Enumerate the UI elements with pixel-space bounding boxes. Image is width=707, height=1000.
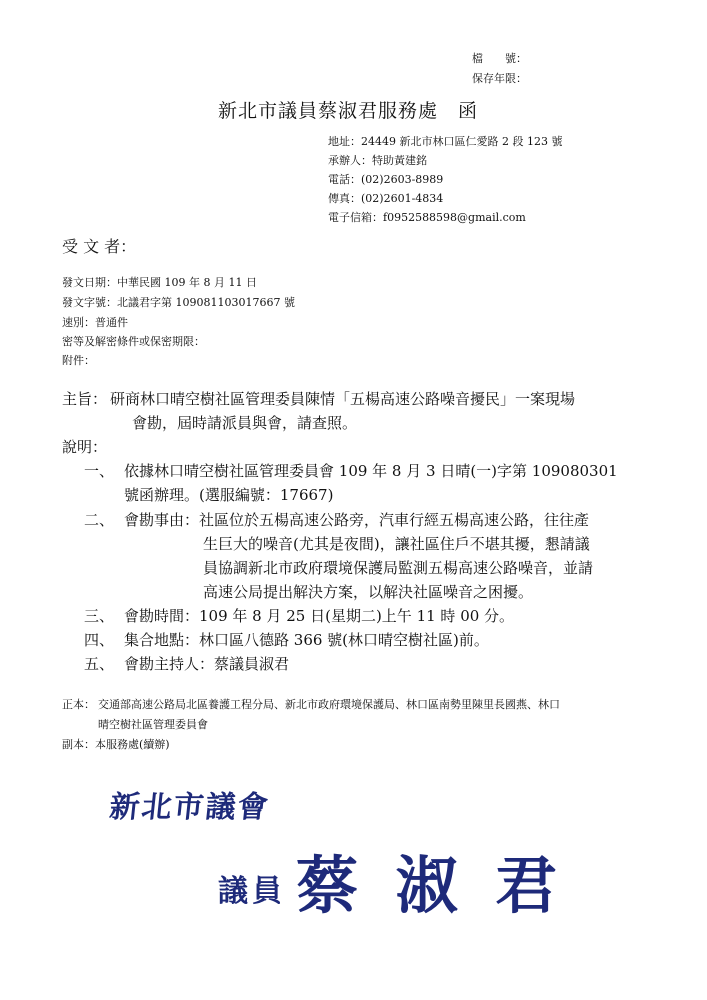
recipient-label: 受 文 者： bbox=[62, 237, 137, 256]
councilor-name-signature: 蔡 淑 君 bbox=[296, 849, 566, 922]
contact-phone: 電話：(02)2603-8989 bbox=[328, 173, 444, 186]
page-title: 新北市議員蔡淑君服務處 函 bbox=[218, 100, 479, 122]
contact-fax: 傳真：(02)2601-4834 bbox=[328, 192, 444, 205]
item-number: 五、 bbox=[84, 655, 115, 673]
attachment: 附件： bbox=[62, 354, 95, 367]
item-2-line-4: 高速公局提出解決方案，以解決社區噪音之困擾。 bbox=[203, 583, 534, 601]
file-number-label: 檔 號： bbox=[472, 52, 527, 65]
subject-label: 主旨： bbox=[62, 390, 108, 408]
secrecy-level: 密等及解密條件或保密期限： bbox=[62, 335, 205, 348]
issue-date: 發文日期：中華民國 109 年 8 月 11 日 bbox=[62, 276, 257, 289]
item-2-line-2: 生巨大的噪音(尤其是夜間)，讓社區住戶不堪其擾，懇請議 bbox=[203, 535, 590, 553]
item-number: 四、 bbox=[84, 631, 115, 649]
carbon-copy: 副本：本服務處(續辦) bbox=[62, 738, 170, 751]
contact-email: 電子信箱：f0952588598@gmail.com bbox=[328, 211, 526, 224]
item-1-line-1: 依據林口晴空樹社區管理委員會 109 年 8 月 3 日晴(一)字第 109080301 bbox=[124, 462, 618, 480]
item-2-line-3: 員協調新北市政府環境保護局監測五楊高速公路噪音，並請 bbox=[203, 559, 594, 577]
item-1-line-2: 號函辦理。(選服編號：17667) bbox=[124, 486, 334, 504]
document-number: 發文字號：北議君字第 109081103017667 號 bbox=[62, 296, 295, 309]
item-5-line-1: 會勘主持人：蔡議員淑君 bbox=[124, 655, 290, 673]
council-stamp-text: 新北市議會 bbox=[107, 790, 272, 825]
main-copy-line-2: 晴空樹社區管理委員會 bbox=[98, 718, 208, 731]
main-copy-label: 正本： bbox=[62, 698, 95, 711]
subject-line-2: 會勘，屆時請派員與會，請查照。 bbox=[132, 414, 358, 432]
item-4-line-1: 集合地點：林口區八德路 366 號(林口晴空樹社區)前。 bbox=[124, 631, 489, 649]
item-number: 三、 bbox=[84, 607, 115, 625]
contact-address: 地址：24449 新北市林口區仁愛路 2 段 123 號 bbox=[328, 135, 563, 148]
explanation-label: 說明： bbox=[62, 438, 108, 456]
subject-line-1: 研商林口晴空樹社區管理委員陳情「五楊高速公路噪音擾民」一案現場 bbox=[110, 390, 576, 408]
retention-label: 保存年限： bbox=[472, 72, 527, 85]
item-3-line-1: 會勘時間：109 年 8 月 25 日(星期二)上午 11 時 00 分。 bbox=[124, 607, 515, 625]
item-number: 二、 bbox=[84, 511, 115, 529]
speed-class: 速別：普通件 bbox=[62, 316, 128, 329]
main-copy-line-1: 交通部高速公路局北區養護工程分局、新北市政府環境保護局、林口區南勢里陳里長國燕、林口 bbox=[98, 698, 560, 711]
item-number: 一、 bbox=[84, 462, 115, 480]
item-2-line-1: 會勘事由：社區位於五楊高速公路旁，汽車行經五楊高速公路，往往產 bbox=[124, 511, 590, 529]
councilor-title-stamp: 議員 bbox=[218, 874, 286, 909]
contact-handler: 承辦人：特助黃建銘 bbox=[328, 154, 427, 167]
